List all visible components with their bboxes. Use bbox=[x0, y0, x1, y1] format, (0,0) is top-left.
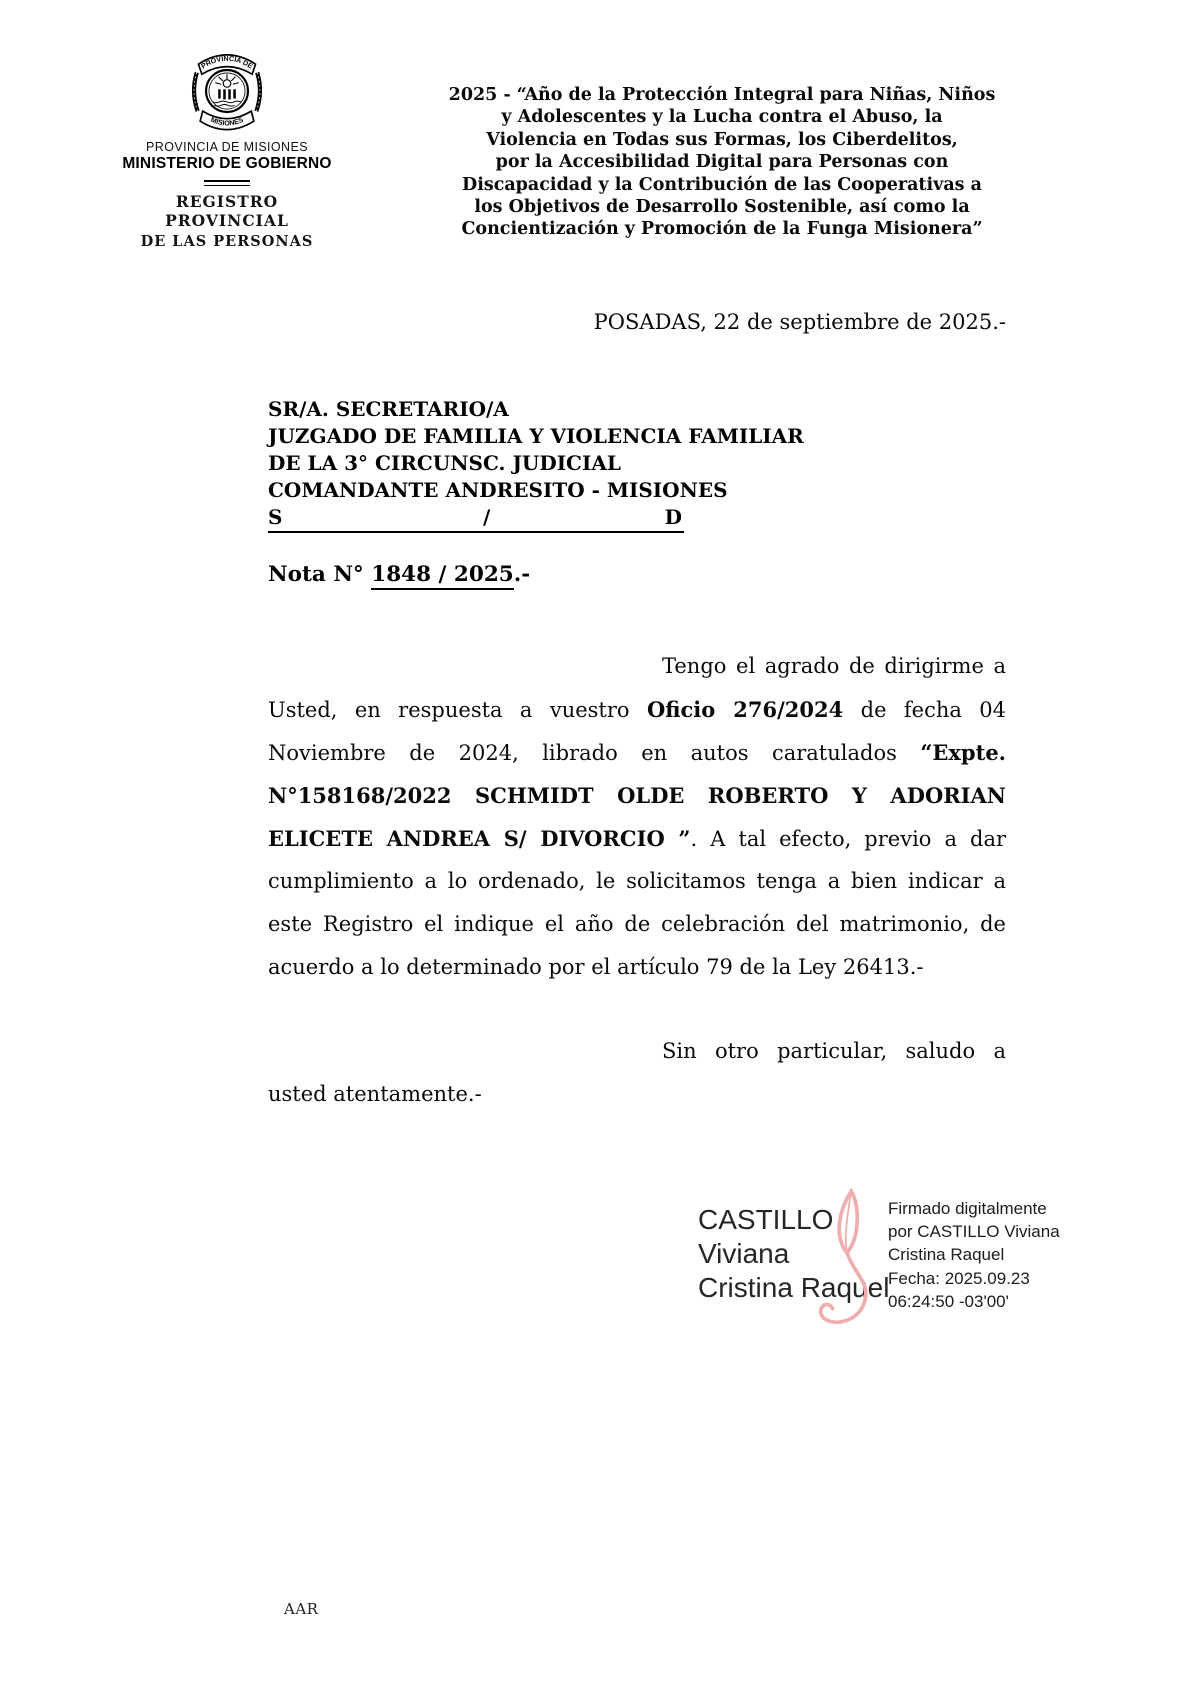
addressee-line: SR/A. SECRETARIO/A bbox=[268, 397, 509, 421]
body-line: N°158168/2022 SCHMIDT OLDE ROBERTO Y ADORIAN bbox=[268, 783, 1006, 808]
body-line: cumplimiento a lo ordenado, le solicitamos tenga a bien indicar a bbox=[268, 869, 1006, 893]
year-motto-line: y Adolescentes y la Lucha contra el Abuso, la bbox=[501, 107, 943, 128]
signature-name-line: Viviana bbox=[698, 1238, 790, 1269]
provincia-misiones-seal-icon bbox=[183, 44, 271, 138]
letterhead-office-line2: DE LAS PERSONAS bbox=[140, 233, 314, 250]
body-line: acuerdo a lo determinado por el artículo 79 de la Ley 26413.- bbox=[268, 955, 924, 979]
signature-name-line: CASTILLO bbox=[698, 1204, 834, 1235]
year-motto-line: Concientización y Promoción de la Funga Misionera” bbox=[461, 219, 983, 240]
note-reference bbox=[268, 562, 530, 587]
letterhead bbox=[117, 44, 337, 250]
body-line: Tengo el agrado de dirigirme a bbox=[662, 654, 1006, 678]
addressee-line: COMANDANTE ANDRESITO - MISIONES bbox=[268, 478, 728, 502]
salute-s-d-line bbox=[268, 504, 684, 533]
signature-name-line: Cristina Raquel bbox=[698, 1272, 890, 1303]
signature-detail-line: 06:24:50 -03'00' bbox=[888, 1291, 1009, 1311]
body-line: usted atentamente.- bbox=[268, 1082, 482, 1106]
paragraph-1 bbox=[268, 645, 1006, 989]
letterhead-office-line1: REGISTRO PROVINCIAL bbox=[165, 192, 289, 230]
year-motto-line: Discapacidad y la Contribución de las Cooperativas a bbox=[462, 174, 982, 195]
salute-d: D bbox=[664, 505, 682, 529]
note-terminator: .- bbox=[513, 562, 531, 587]
svg-text:PROVINCIA DE: PROVINCIA DE bbox=[199, 54, 255, 71]
signature-detail-line: Cristina Raquel bbox=[888, 1245, 1005, 1265]
addressee-block bbox=[268, 396, 804, 533]
addressee-line: DE LA 3° CIRCUNSC. JUDICIAL bbox=[268, 451, 621, 475]
footer-initials: AAR bbox=[284, 1600, 319, 1618]
signature-detail-line: Firmado digitalmente bbox=[888, 1199, 1047, 1218]
body-line: Sin otro particular, saludo a bbox=[662, 1039, 1006, 1063]
salute-slash: / bbox=[483, 505, 491, 529]
addressee-line: JUZGADO DE FAMILIA Y VIOLENCIA FAMILIAR bbox=[268, 424, 804, 448]
signature-detail-line: por CASTILLO Viviana bbox=[888, 1222, 1060, 1242]
body-line: Noviembre de 2024, librado en autos caratulados “Expte. bbox=[268, 740, 1006, 765]
year-motto-line: 2025 - “Año de la Protección Integral para Niñas, Niños bbox=[448, 85, 996, 105]
year-motto-line: los Objetivos de Desarrollo Sostenible, así como la bbox=[474, 197, 970, 218]
salute-s: S bbox=[268, 505, 283, 529]
note-number: 1848 / 2025 bbox=[371, 562, 514, 590]
body-line: este Registro el indique el año de celebración del matrimonio, de bbox=[268, 912, 1006, 936]
paragraph-2 bbox=[268, 1030, 1006, 1116]
note-label: Nota N° bbox=[268, 562, 372, 587]
svg-text:MISIONES: MISIONES bbox=[209, 115, 245, 128]
body-line: Usted, en respuesta a vuestro Oficio 276/2024 de fecha 04 bbox=[268, 697, 1006, 722]
signature-detail-line: Fecha: 2025.09.23 bbox=[888, 1268, 1030, 1288]
letterhead-province: PROVINCIA DE MISIONES bbox=[146, 140, 308, 154]
year-motto bbox=[436, 84, 1008, 241]
letterhead-divider bbox=[204, 180, 250, 186]
year-motto-line: Violencia en Todas sus Formas, los Ciberdelitos, bbox=[486, 129, 958, 150]
digital-signature-flourish-icon bbox=[804, 1186, 890, 1334]
letterhead-ministry: MINISTERIO DE GOBIERNO bbox=[122, 155, 332, 172]
body-line: ELICETE ANDREA S/ DIVORCIO ”. A tal efecto, previo a dar bbox=[268, 826, 1007, 851]
date-line: POSADAS, 22 de septiembre de 2025.- bbox=[593, 310, 1006, 334]
year-motto-line: por la Accesibilidad Digital para Personas con bbox=[495, 152, 949, 173]
signature-details bbox=[888, 1197, 1060, 1313]
